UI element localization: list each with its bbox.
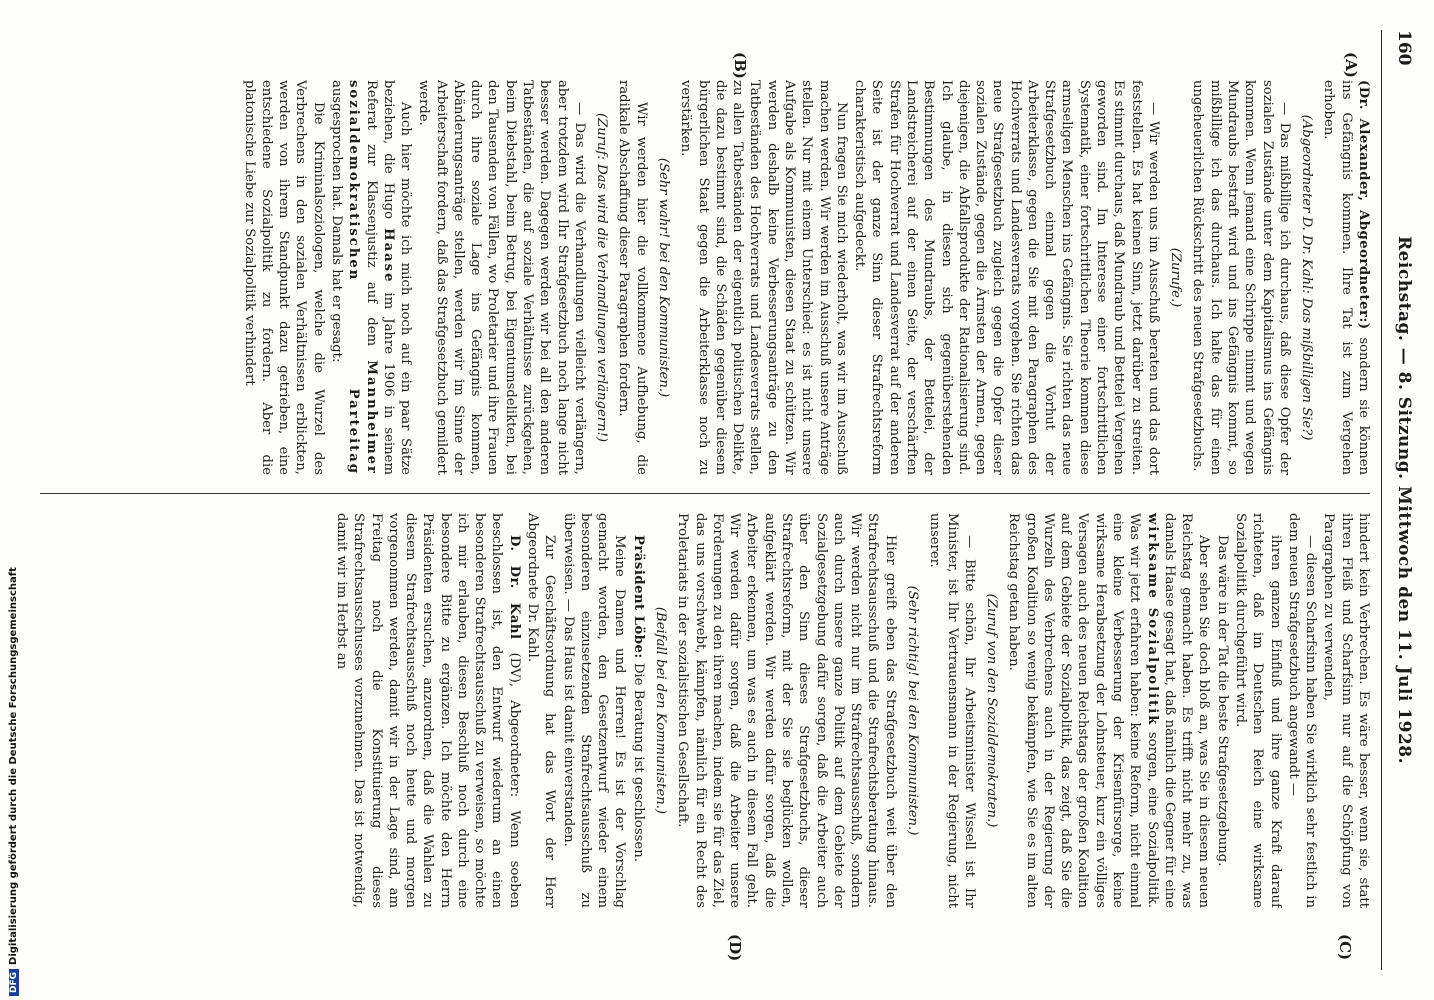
page-header xyxy=(1380,30,1420,970)
paragraph: — Wir werden uns im Ausschuß beraten und das dort feststellen. Es hat keinen Sinn, jetzt darüber zu streiten. Es stimmt durchaus, daß Mundraub und Bettelei Vergehen geworden sind. Im Interesse einer fortschrittlichen Systematik, einer fortschrittlichen Theorie kommen diese armseligen Menschen ins Gefängnis. Sie richten das neue Strafgesetzbuch einmal gegen die Vorhut der Arbeiterklasse, gegen die Sie mit den Paragraphen des Hochverrats und Landesverrats vorgehen. Sie richten das neue Strafgesetzbuch zugleich gegen die Opfer dieser sozialen Zustände, gegen die Ärmsten der Armen, gegen diejenigen, die Abfallsprodukte der Rationalisierung sind. Ich glaube, in diesen sich gegenüberstehenden Bestimmungen des Mundraubs, der Bettelei, der Landstreicherei auf der einen Seite, der verschärften Strafen für Hochverrat und Landesverrat auf der anderen Seite ist der ganze Sinn dieser Strafrechtsreform charakteristisch aufgedeckt. xyxy=(852,80,1161,475)
paragraph: Hier greift eben das Strafgesetzbuch weit über den Strafrechtsausschuß und die Strafrechtsberatung hinaus. Wir werden nicht nur im Strafrechtsausschuß, sondern auch durch unsere ganze Politik auf dem Gebiete der Sozialgesetzgebung dafür sorgen, daß die Arbeiter auch über den Sinn dieses Strafgesetzbuchs, dieser Strafrechtsreform, mit der Sie sie beglücken wollen, aufgeklärt werden. Wir werden dafür sorgen, daß die Arbeiter erkennen, um was es auch in diesem Fall geht. Wir werden dafür sorgen, daß die Arbeiter unsere Forderungen zu den ihren machen, indem sie für das Ziel, das uns vorschwebt, kämpfen, nämlich für ein Recht des Proletariats in der sozialistischen Gesellschaft. xyxy=(675,513,898,908)
interjection: (Sehr wahr! bei den Kommunisten.) xyxy=(656,157,672,398)
emphasis-party: Mannheimer sozialdemokratischen Parteitag xyxy=(346,80,379,475)
dfg-logo: DFG xyxy=(9,969,19,996)
speaker-label: Präsident Löbe: xyxy=(630,535,646,659)
emphasis-name: Haase xyxy=(380,228,396,284)
paragraph: Nun fragen Sie mich wiederholt, was wir im Ausschuß machen werden. Wir werden im Ausschuß unsere Anträge stellen. Nur mit einem Unterschied: es ist nicht unsere Aufgabe als Kommunisten, diesen Staat zu schützen. Wir werden deshalb keine Verbesserungsanträge zu den Tatbeständen des Hochverrats und Landesverrats stellen, zu allen Tatbeständen der eigentlich politischen Delikte, die dazu bestimmt sind, die Schäden gegenüber diesem bürgerlichen Staat gegen die Arbeiterklasse noch zu verstärken. xyxy=(678,80,849,475)
margin-letter-d: (D) xyxy=(726,934,744,962)
paragraph: — Das mißbillige ich durchaus, daß diese Opfer der sozialen Zustände unter dem Kapitalismus ins Gefängnis kommen. Wenn jemand eine Schrippe nimmt und wegen Mundraubs bestraft wird und ins Gefängnis kommt, so mißbillige ich das durchaus. Ich halte das für einen ungeheuerlichen Rückschritt des neuen Strafgesetzbuchs. xyxy=(1190,80,1292,475)
paragraph: — Bitte schön, Ihr Arbeitsminister Wissell ist Ihr Minister, ist Ihr Vertrauensmann in der Regierung, nicht unserer. xyxy=(927,513,977,908)
paragraph-text: ausgesprochen hat. Damals hat er gesagt: xyxy=(328,80,344,363)
page-number: 160 xyxy=(1394,30,1414,66)
interjection: (Beifall bei den Kommunisten.) xyxy=(653,606,669,815)
margin-letter-a: (A) xyxy=(1342,52,1360,78)
paragraph xyxy=(328,80,414,475)
right-column xyxy=(32,513,1372,908)
header-rule xyxy=(1381,30,1382,970)
margin-letter-b: (B) xyxy=(731,52,749,79)
paragraph-text: Die Beratung ist geschlossen. xyxy=(630,658,646,862)
interjection: (Zuruf: Das wird die Verhandlungen verlängern!) xyxy=(594,112,610,443)
digitization-credit xyxy=(8,567,19,996)
speaker-label: D. Dr. Kahl xyxy=(506,535,522,640)
paragraph xyxy=(1005,513,1212,908)
paragraph-text: sorgen, eine Sozialpolitik. Was wir jetzt erfahren haben: keine Reform, nicht einmal eine kleine Verbesserung der Krisenfürsorge, keine wirksame Herabsetzung der Lohnsteuer, kurz ein völliges Versagen auch des neuen Reichstags der großen Koalition auf dem Gebiete der Sozialpolitik, das zeigt, daß Sie die Wurzeln des Verbrechens auch in der Regierung der großen Koalition so wenig bekämpfen, wie Sie es im alten Reichstag getan haben. xyxy=(1006,513,1160,908)
paragraph-text: im Jahre 1906 in seinem Referat zur Klassenjustiz auf dem xyxy=(363,80,396,475)
speaker-label: (Dr. Alexander, Abgeordneter:) xyxy=(1356,80,1371,330)
paragraph: Wir werden hier die vollkommene Aufhebung, die radikale Abschaffung dieser Paragraphen fordern. xyxy=(616,80,649,475)
interjection: (Sehr richtig! bei den Kommunisten.) xyxy=(904,585,920,836)
credit-text: Digitalisierung gefördert durch die Deutsche Forschungsgemeinschaft xyxy=(8,567,19,965)
quotation: Die Kriminalsoziologen, welche die Wurzel des Verbrechens in den sozialen Verhältnissen erblickten, werden von ihrem Standpunkt dazu getrieben, eine entschiedene Sozialpolitik zu fordern. Aber die platonische Liebe zur Sozialpolitik verhindert xyxy=(241,80,326,475)
quotation: ihren ganzen Einfluß und ihre ganze Kraft darauf richteten, daß im Deutschen Reich eine wirksame Sozialpolitik durchgeführt wird. xyxy=(1233,513,1283,908)
paragraph xyxy=(629,513,646,908)
left-column xyxy=(32,80,1372,475)
paragraph: Das wäre in der Tat die beste Strafgesetzgebung. xyxy=(1214,535,1230,867)
paragraph: — diesen Scharfsinn haben Sie wirklich sehr festlich in dem neuen Strafgesetzbuch angewandt — xyxy=(1285,513,1319,908)
margin-letter-c: (C) xyxy=(1336,934,1354,961)
paragraph: — Das wird die Verhandlungen vielleicht verlängern, aber trotzdem wird Ihr Strafgesetzbuch noch lange nicht besser werden. Dagegen werden wir bei all den anderen Tatbeständen, die auf soziale Verhältnisse zurückgehen, beim Diebstahl, beim Betrug, bei Eigentumsdelikten, bei den Tausenden von Fällen, wo Proletarier und ihre Frauen durch ihre soziale Lage ins Gefängnis kommen, Abänderungsanträge stellen, werden wir im Sinne der Arbeiterschaft fordern, daß das Strafgesetzbuch gemildert werde. xyxy=(416,80,587,475)
paragraph: Zur Geschäftsordnung hat das Wort der Herr Abgeordnete Dr. Kahl. xyxy=(525,513,558,908)
page-title: Reichstag. — 8. Sitzung. Mittwoch den 11. Juli 1928. xyxy=(1394,235,1414,765)
interjection: (Zuruf von den Sozialdemokraten.) xyxy=(984,593,1000,828)
paragraph-text: Aber sehen Sie doch bloß an, was Sie in diesem neuen Reichstag gemacht haben. Es trifft nicht mehr zu, was damals Haase gesagt hat, daß nämlich die Gegner für eine xyxy=(1161,513,1212,908)
column-divider xyxy=(40,493,1370,494)
paragraph-text: Auch hier möchte ich mich noch auf ein paar Sätze beziehen, die Hugo xyxy=(380,80,414,475)
paragraph xyxy=(333,513,523,908)
interjection: (Zurufe.) xyxy=(1168,247,1184,308)
paragraph xyxy=(1320,80,1372,475)
interjection: (Abgeordneter D. Dr. Kahl: Das mißbilligen Sie?) xyxy=(1299,114,1315,441)
emphasis-phrase: wirksame Sozialpolitik xyxy=(1144,513,1160,727)
quotation: hindert kein Verbrechen. Es wäre besser, wenn sie, statt ihren Fleiß und Scharfsinn nur auf die Schöpfung von Paragraphen zu verwenden, xyxy=(1321,513,1371,908)
paragraph: Meine Damen und Herren! Es ist der Vorschlag gemacht worden, den Gesetzentwurf wieder einem besonderen einzusetzenden Strafrechtsausschuß zu überweisen. — Das Haus ist damit einverstanden. xyxy=(560,513,628,908)
paragraph-text: (DV), Abgeordneter: Wenn soeben beschlossen ist, den Entwurf wiederum an einen besonderen Strafrechtsausschuß zu verweisen, so möchte ich mir erlauben, diesen Beschluß noch durch eine besondere Bitte zu ergänzen. Ich möchte den Herrn Präsidenten ersuchen, anzuordnen, daß die Wahlen zu diesem Strafrechtsausschuß noch heute und morgen vorgenommen werden, damit wir in der Lage sind, am Freitag noch die Konstituierung dieses Strafrechtsausschusses vorzunehmen. Das ist notwendig, damit wir im Herbst an xyxy=(333,513,522,908)
paragraph-text: sondern sie können ins Gefängnis kommen. Ihre Tat ist zum Vergehen erhoben. xyxy=(1321,80,1371,475)
